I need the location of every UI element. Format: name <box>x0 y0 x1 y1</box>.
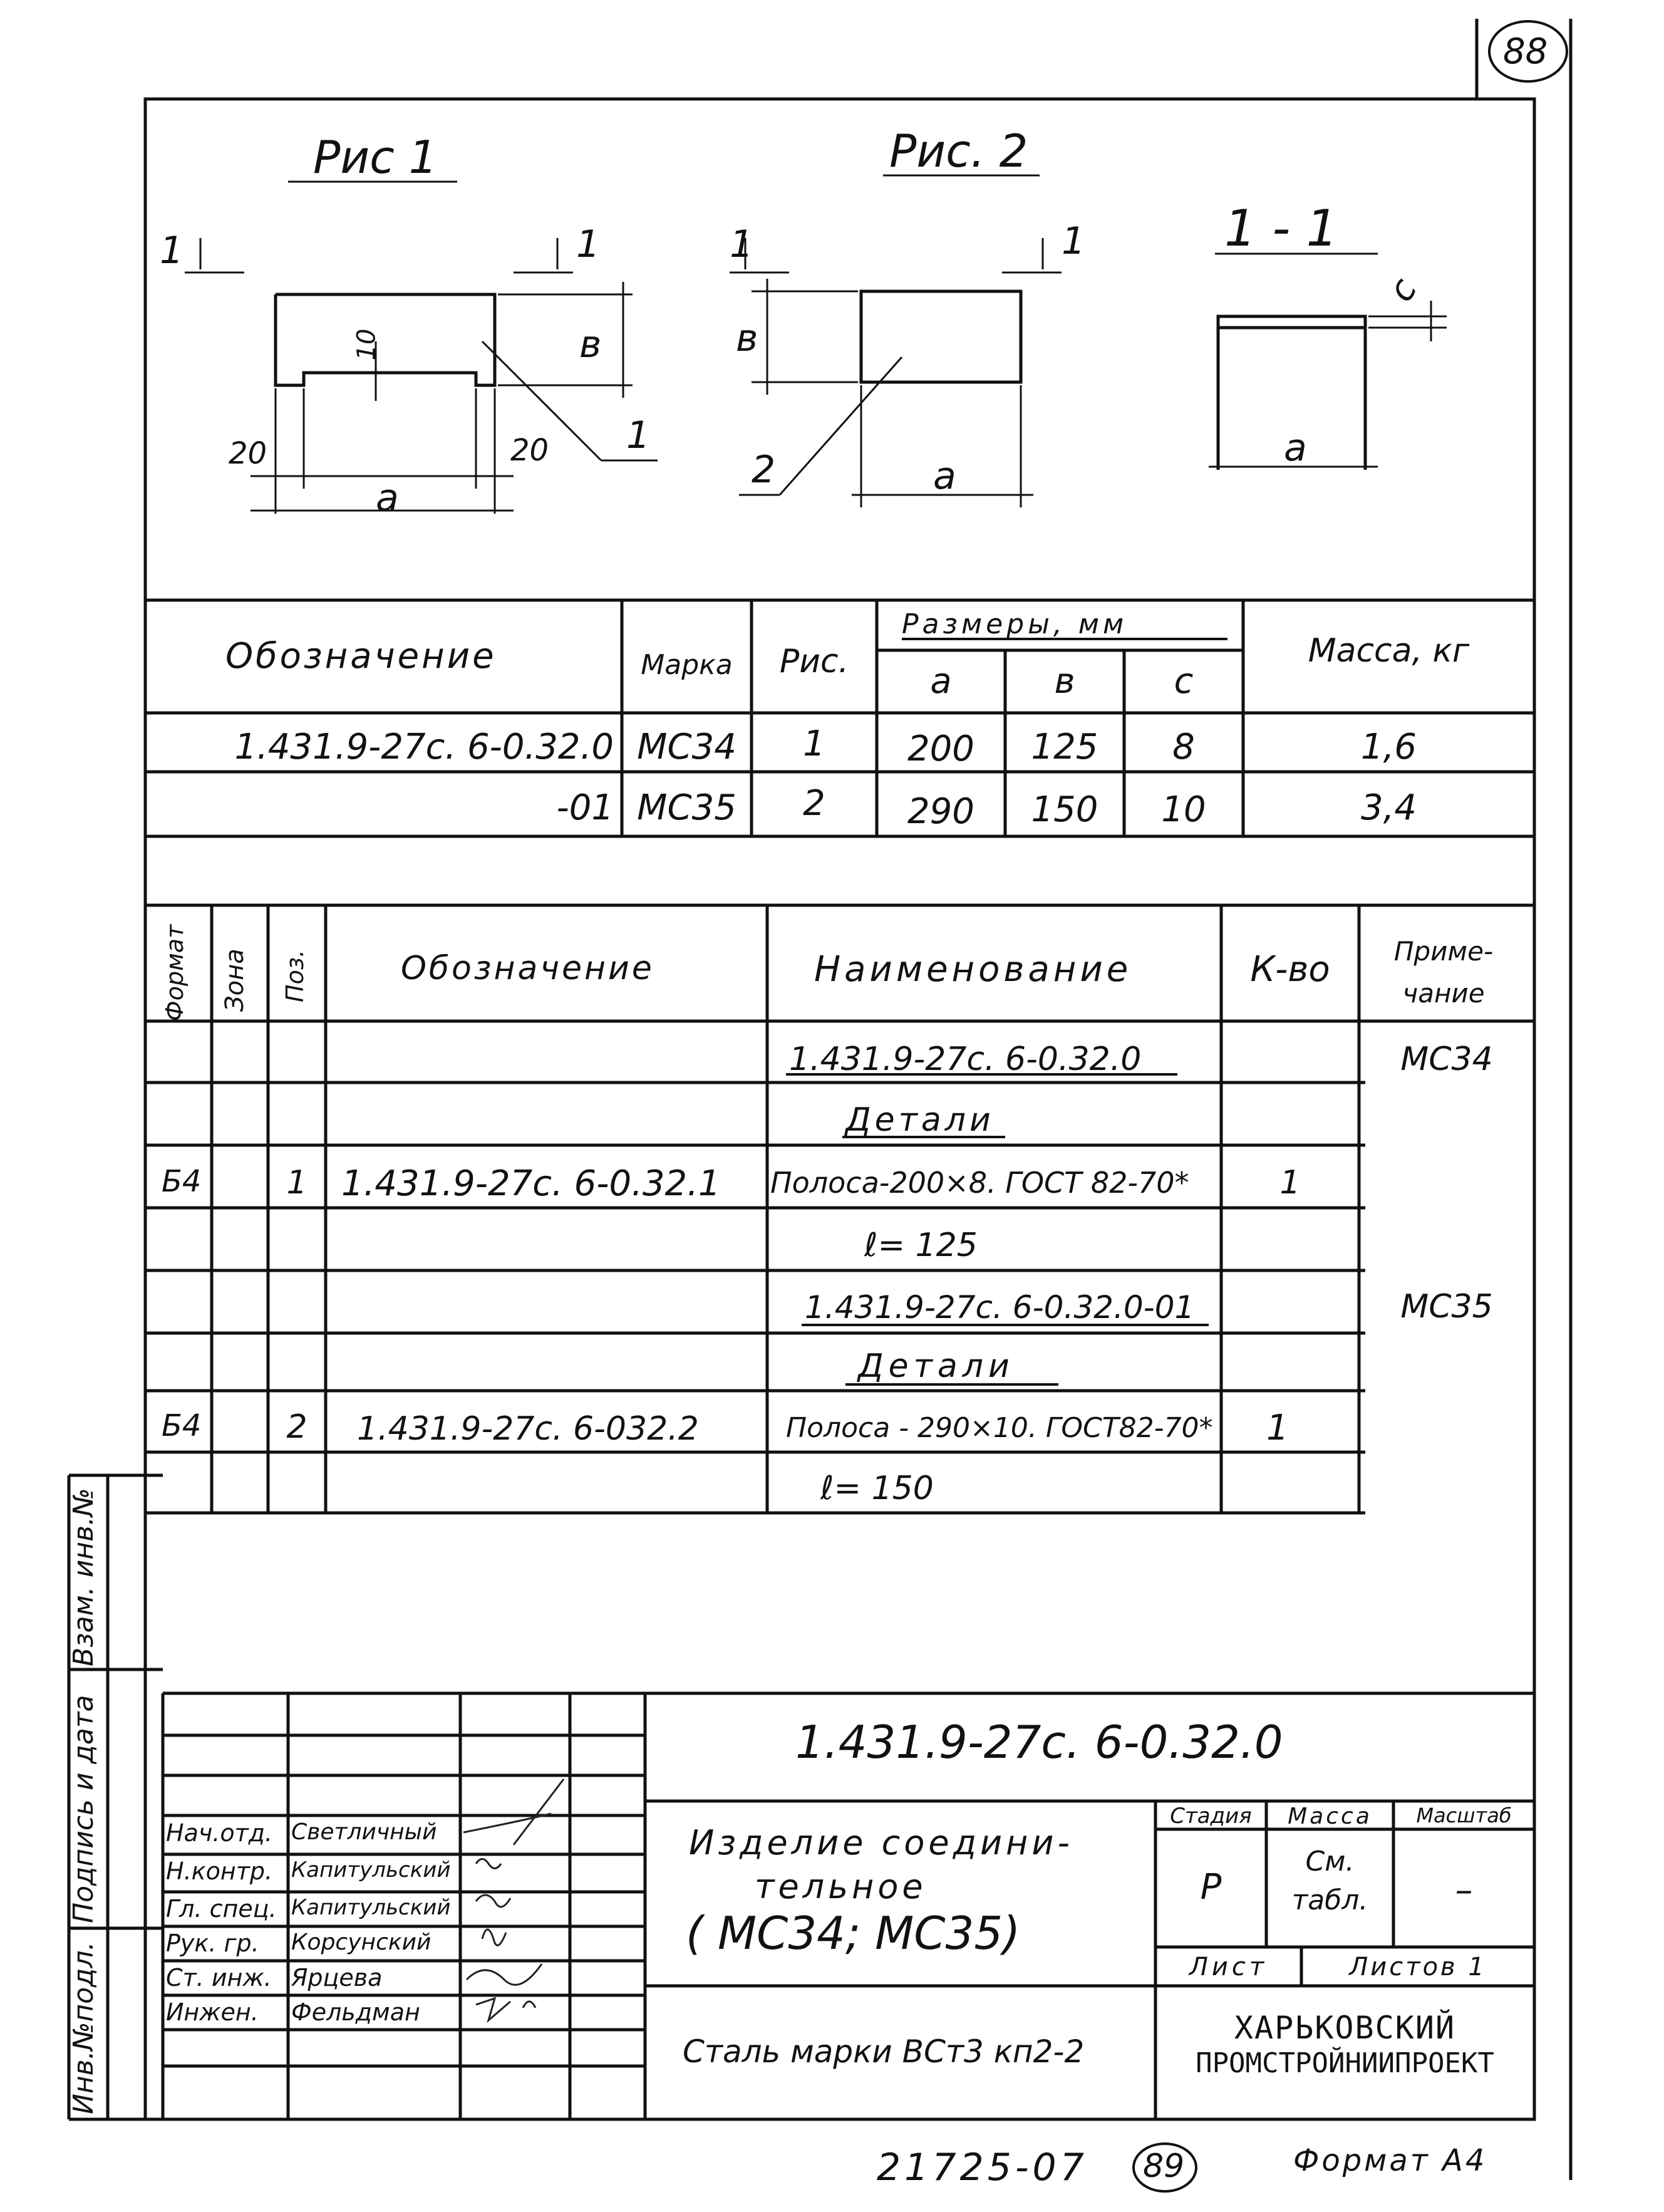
sign-name-3: Капитульский <box>291 1895 451 1920</box>
section-mark-fig1-left: 1 <box>160 229 184 273</box>
spec-row1-note: МС34 <box>1400 1041 1493 1078</box>
title-org-line2: ПРОМСТРОЙНИИПРОЕКТ <box>1196 2047 1494 2079</box>
marks-row2-fig: 2 <box>803 783 825 824</box>
sign-role-4: Рук. гр. <box>166 1929 259 1957</box>
fig1-dim-20-right: 20 <box>510 433 549 468</box>
marks-row2-b: 150 <box>1031 789 1098 830</box>
spec-header-format: Формат <box>161 924 189 1021</box>
spec-row4-name: ℓ= 125 <box>864 1227 978 1264</box>
title-mass-value-1: См. <box>1305 1846 1355 1877</box>
marks-row2-c: 10 <box>1161 789 1206 830</box>
title-doc-code: 1.431.9-27с. 6-0.32.0 <box>795 1716 1283 1768</box>
marks-header-mass: Масса, кг <box>1308 632 1470 670</box>
title-org-line1: ХАРЬКОВСКИЙ <box>1234 2010 1456 2046</box>
marks-header-mark: Марка <box>641 649 733 681</box>
marks-row1-c: 8 <box>1172 727 1195 767</box>
spec-row7-designation: 1.431.9-27с. 6-032.2 <box>357 1410 699 1448</box>
marks-row1-designation: 1.431.9-27с. 6-0.32.0 <box>234 727 614 767</box>
marks-header-dimensions: Размеры, мм <box>902 608 1128 640</box>
sign-name-4: Корсунский <box>291 1929 432 1955</box>
fig2-dim-b: в <box>736 316 758 360</box>
title-line3: ( МС34; МС35) <box>686 1907 1021 1960</box>
spec-header-note: Приме-чание <box>1393 936 1494 1009</box>
spec-row7-format: Б4 <box>162 1408 202 1443</box>
spec-header-designation: Обозначение <box>401 950 654 987</box>
marks-row1-fig: 1 <box>803 724 825 764</box>
spec-row6-name: Детали <box>858 1347 1015 1385</box>
title-scale-label: Масштаб <box>1416 1804 1512 1827</box>
title-scale-value: – <box>1455 1870 1473 1911</box>
spec-row3-name: Полоса-200×8. ГОСТ 82-70* <box>770 1166 1189 1200</box>
section-mark-fig1-right: 1 <box>576 222 601 266</box>
sign-name-6: Фельдман <box>291 1998 420 2026</box>
title-material: Сталь марки ВСт3 кп2-2 <box>683 2033 1085 2070</box>
marks-row1-mark: МС34 <box>637 727 736 767</box>
title-stage-value: Р <box>1200 1867 1222 1908</box>
spec-row3-format: Б4 <box>162 1164 202 1199</box>
spec-header-qty: К-во <box>1250 949 1330 990</box>
sign-name-1: Светличный <box>291 1819 437 1845</box>
title-mass-value-2: табл. <box>1291 1884 1368 1916</box>
page-number-bottom: 89 <box>1143 2147 1185 2185</box>
marks-row1-a: 200 <box>907 729 974 769</box>
marks-row2-a: 290 <box>907 791 974 832</box>
marks-row2-mass: 3,4 <box>1360 787 1417 828</box>
spec-header-name: Наименование <box>814 949 1132 990</box>
sign-role-5: Ст. инж. <box>166 1964 272 1991</box>
marks-header-designation: Обозначение <box>225 636 497 677</box>
sign-name-5: Ярцева <box>291 1964 383 1991</box>
title-mass-label: Масса <box>1288 1804 1372 1829</box>
fig2-leader-2: 2 <box>752 448 776 492</box>
fig1-dim-a: a <box>376 476 399 520</box>
archive-number: 21725-07 <box>877 2146 1088 2189</box>
title-stage-label: Стадия <box>1170 1804 1252 1829</box>
figure-1-drawing <box>276 294 495 385</box>
spec-row5-name: 1.431.9-27с. 6-0.32.0-01 <box>805 1289 1195 1326</box>
stamp-signature-date: Подпись и дата <box>68 1695 100 1923</box>
section-mark-fig2-right: 1 <box>1062 219 1086 263</box>
sign-role-3: Гл. спец. <box>166 1895 277 1923</box>
marks-header-b: в <box>1054 661 1075 702</box>
section-dim-c: с <box>1380 271 1425 309</box>
fig1-leader-1: 1 <box>626 413 651 457</box>
page-number-top: 88 <box>1503 31 1548 72</box>
marks-row1-mass: 1,6 <box>1360 727 1417 767</box>
spec-row3-designation: 1.431.9-27с. 6-0.32.1 <box>341 1163 721 1204</box>
title-line2: тельное <box>755 1867 927 1906</box>
title-line1: Изделие соедини- <box>689 1823 1073 1862</box>
spec-row7-name: Полоса - 290×10. ГОСТ82-70* <box>786 1412 1213 1444</box>
spec-row3-pos: 1 <box>286 1164 307 1202</box>
fig1-title: Рис 1 <box>313 131 438 184</box>
sign-role-6: Инжен. <box>166 1998 259 2026</box>
spec-row2-name: Детали <box>845 1101 995 1139</box>
fig2-title: Рис. 2 <box>889 125 1028 177</box>
spec-row7-pos: 2 <box>286 1408 307 1446</box>
stamp-inv-podl: Инв.№подл. <box>68 1941 100 2114</box>
sign-name-2: Капитульский <box>291 1857 451 1882</box>
fig1-dim-20-left: 20 <box>229 436 267 471</box>
section-mark-fig2-left: 1 <box>730 222 754 266</box>
marks-header-fig: Рис. <box>779 643 849 680</box>
spec-row8-name: ℓ= 150 <box>820 1470 934 1507</box>
fig2-dim-a: a <box>933 454 956 498</box>
marks-header-a: а <box>930 661 952 702</box>
section-dim-a: a <box>1284 426 1307 470</box>
stamp-vzam-inv: Взам. инв.№ <box>68 1488 100 1666</box>
marks-row1-b: 125 <box>1031 727 1098 767</box>
spec-row7-qty: 1 <box>1266 1408 1289 1448</box>
figure-2-drawing <box>861 291 1021 382</box>
spec-row3-qty: 1 <box>1279 1164 1301 1202</box>
title-sheets-label: Листов 1 <box>1349 1953 1487 1981</box>
spec-row5-note: МС35 <box>1400 1288 1493 1326</box>
marks-row2-mark: МС35 <box>637 787 736 828</box>
marks-header-c: с <box>1174 661 1194 702</box>
spec-row1-name: 1.431.9-27с. 6-0.32.0 <box>789 1041 1142 1078</box>
sign-role-2: Н.контр. <box>166 1857 273 1885</box>
marks-row2-designation: -01 <box>556 787 614 828</box>
sign-role-1: Нач.отд. <box>166 1819 273 1847</box>
spec-header-pos: Поз. <box>281 949 309 1002</box>
fig1-dim-10: 10 <box>352 328 381 361</box>
format-label: Формат А4 <box>1293 2143 1487 2178</box>
section-title: 1 - 1 <box>1224 199 1338 257</box>
fig1-dim-b: в <box>579 323 602 366</box>
spec-header-zone: Зона <box>220 948 249 1012</box>
title-sheet-label: Лист <box>1189 1953 1268 1981</box>
